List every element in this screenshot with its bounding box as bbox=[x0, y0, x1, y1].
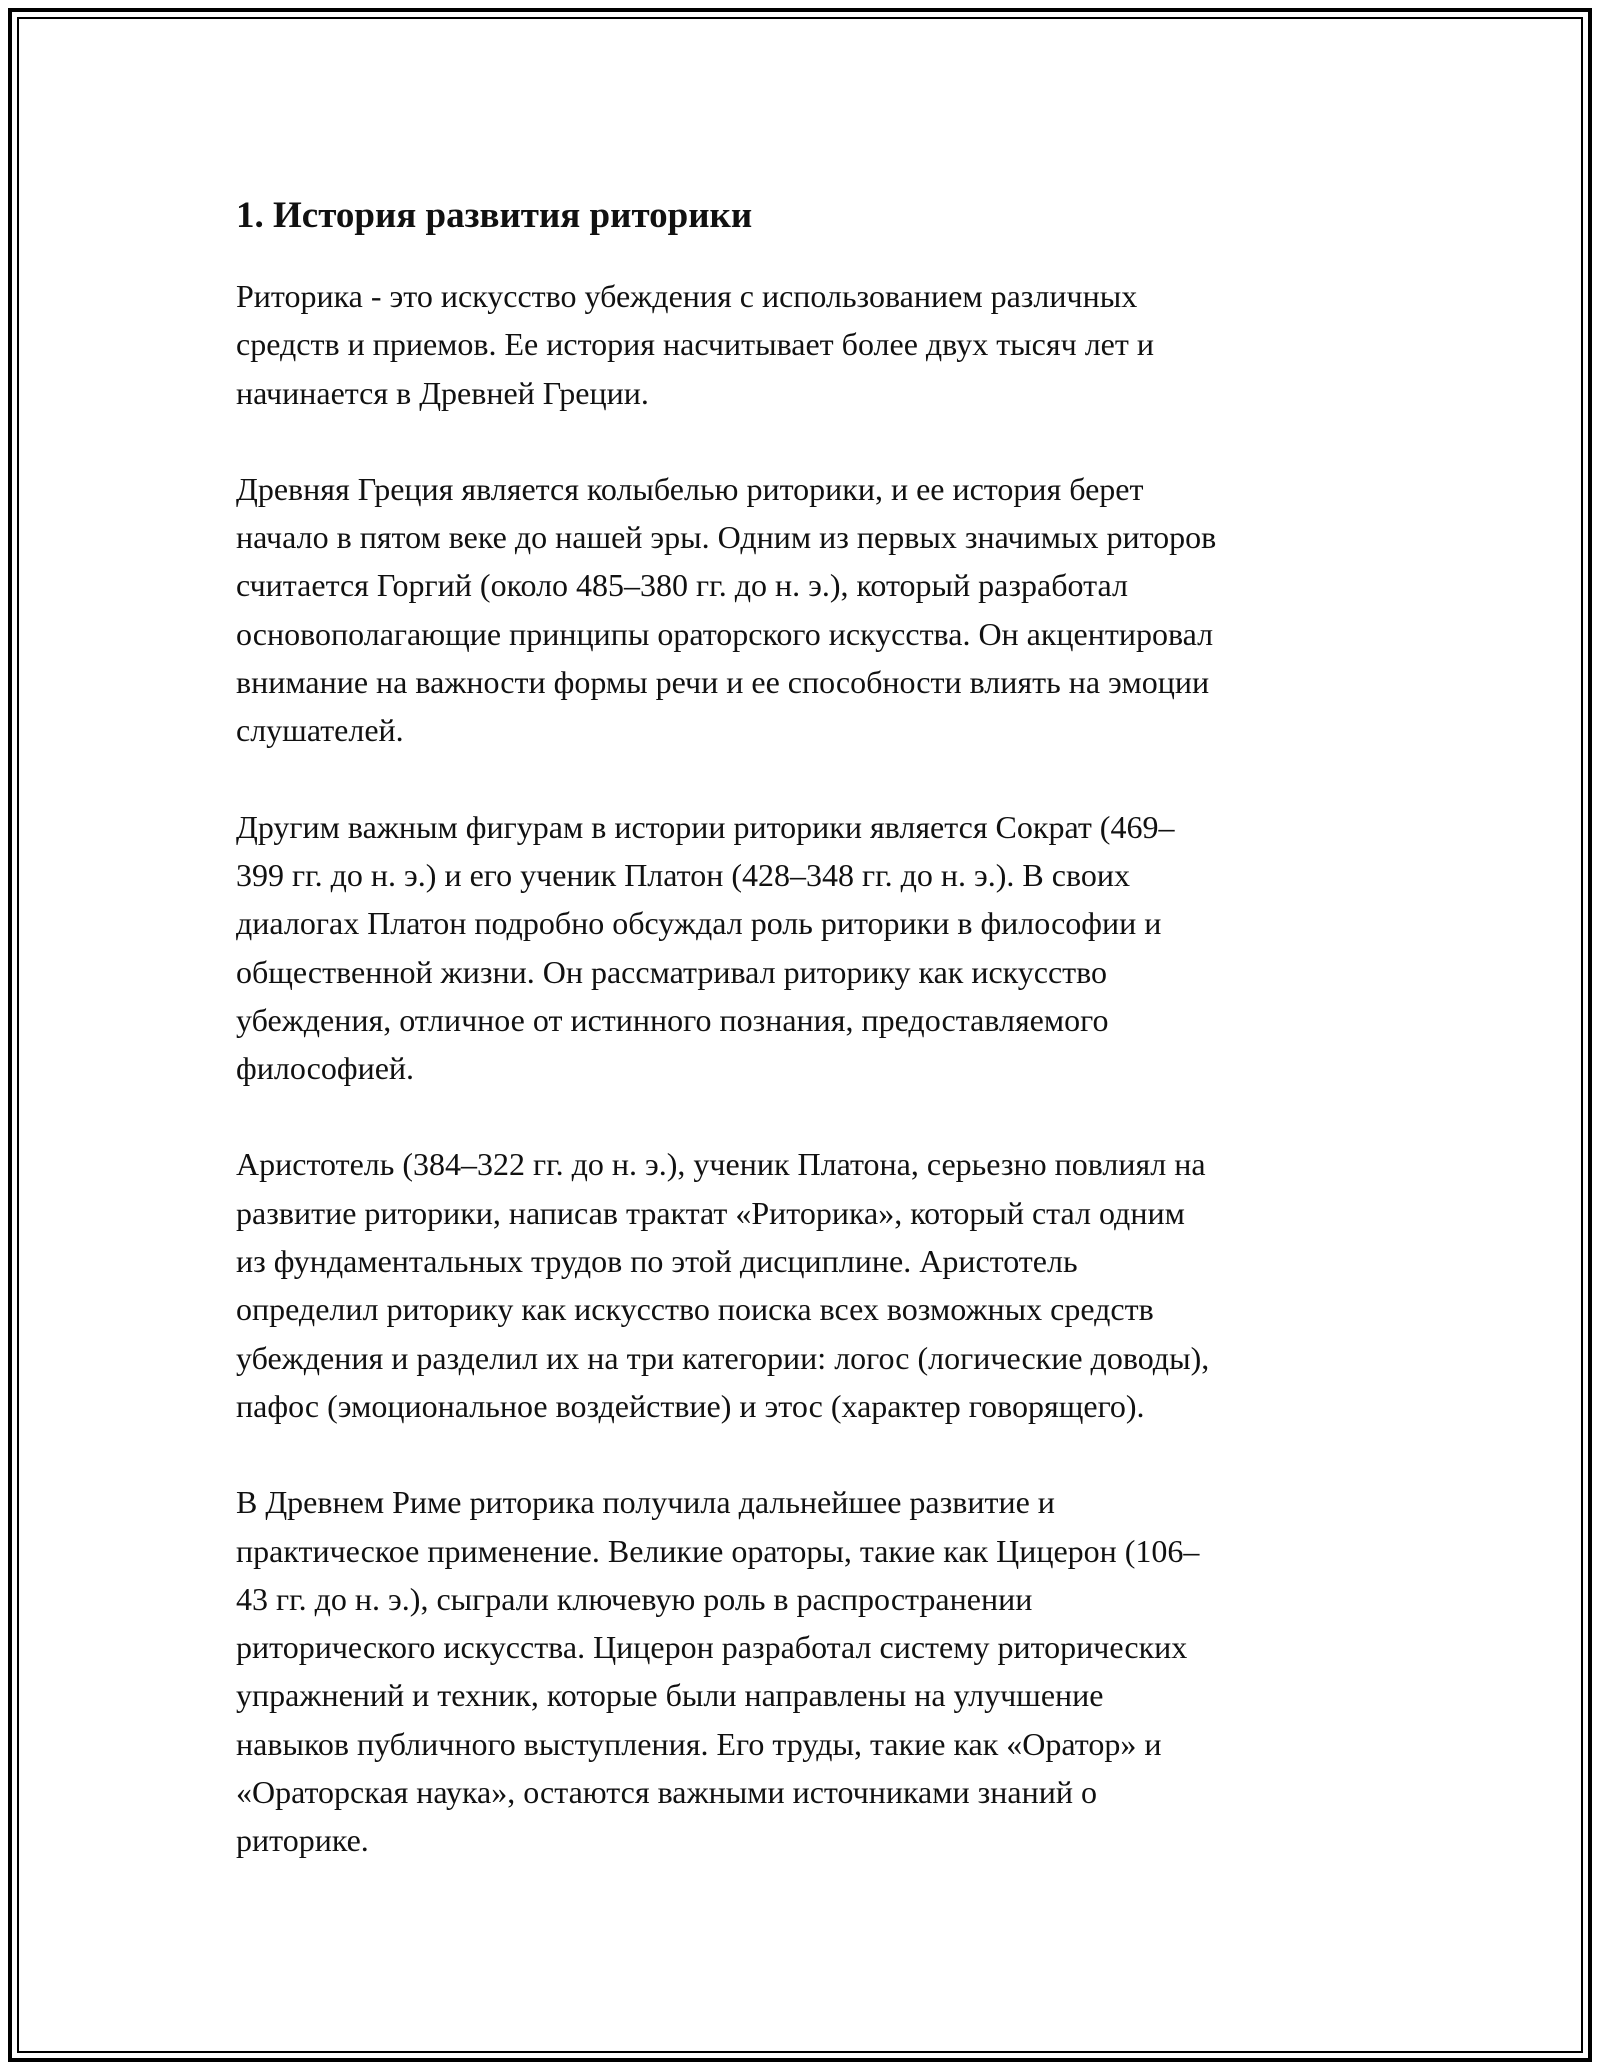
paragraph-intro: Риторика - это искусство убеждения с использованием различных средств и приемов. Ее история насчитывает более двух тысяч лет и начинается в Древней Греции. bbox=[236, 278, 1154, 411]
paragraph-aristotle: Аристотель (384–322 гг. до н. э.), ученик Платона, серьезно повлиял на развитие риторики, написав трактат «Риторика», который стал одним из фундаментальных трудов по этой дисциплине. Аристотель определил риторику как искусство поиска всех возможных средств убеждения и разделил их на три категории: логос (логические доводы), пафос (эмоциональное воздействие) и этос (характер говорящего). bbox=[236, 1146, 1210, 1424]
paragraph-ancient-rome: В Древнем Риме риторика получила дальнейшее развитие и практическое применение. Великие ораторы, такие как Цицерон (106– 43 гг. до н. э.), сыграли ключевую роль в распространении риторического искусства. Цицерон разработал систему риторических упражнений и техник, которые были направлены на улучшение навыков публичного выступления. Его труды, такие как «Оратор» и «Ораторская наука», остаются важными источниками знаний о риторике. bbox=[236, 1484, 1200, 1859]
document-body bbox=[236, 188, 1386, 1913]
paragraph-ancient-greece: Древняя Греция является колыбелью риторики, и ее история берет начало в пятом веке до нашей эры. Одним из первых значимых риторов считается Горгий (около 485–380 гг. до н. э.), который разработал основополагающие принципы ораторского искусства. Он акцентировал внимание на важности формы речи и ее способности влиять на эмоции слушателей. bbox=[236, 470, 1217, 749]
section-heading: 1. История развития риторики bbox=[236, 195, 753, 236]
paragraph-socrates-plato: Другим важным фигурам в истории риторики является Сократ (469– 399 гг. до н. э.) и его ученик Платон (428–348 гг. до н. э.). В своих диалогах Платон подробно обсуждал роль риторики в философии и общественной жизни. Он рассматривал риторику как искусство убеждения, отличное от истинного познания, предоставляемого философией. bbox=[236, 808, 1175, 1087]
